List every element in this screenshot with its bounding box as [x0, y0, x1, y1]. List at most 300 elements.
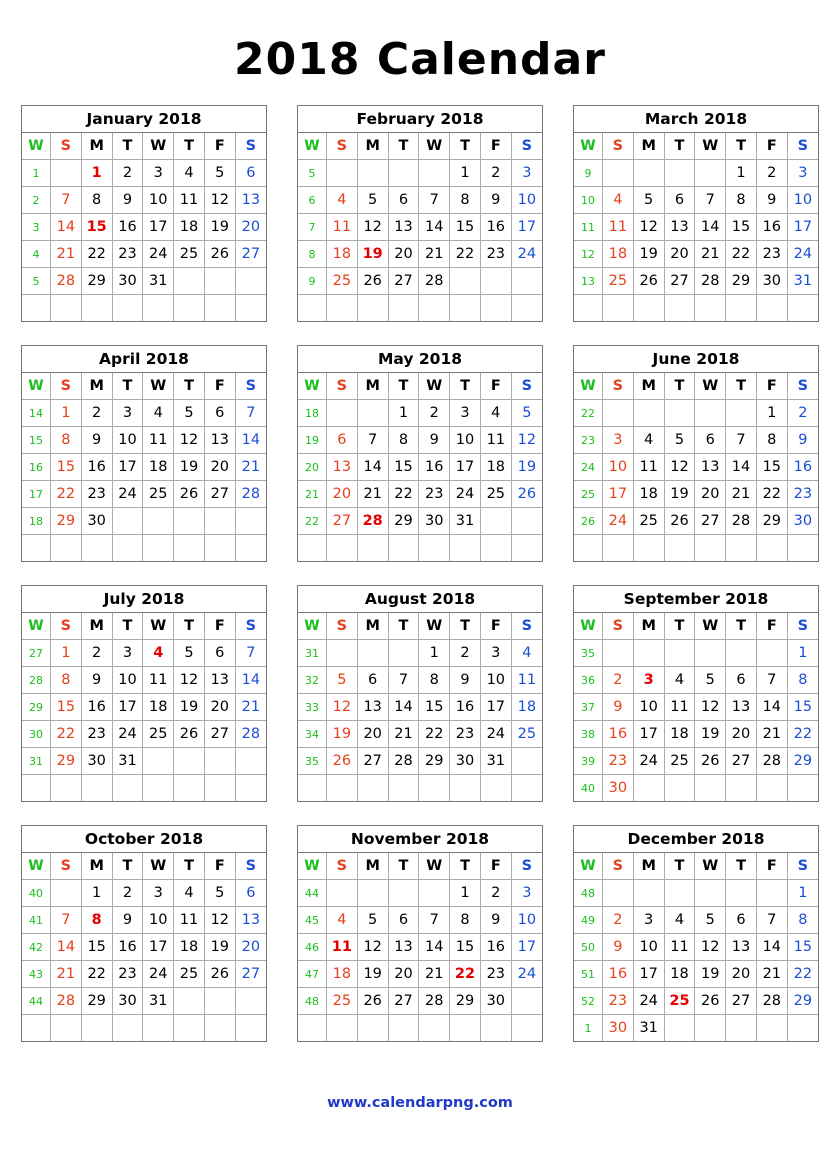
- day-cell: 7: [235, 640, 266, 667]
- day-cell: [357, 400, 388, 427]
- day-cell: 29: [450, 988, 481, 1015]
- weekday-header-row: [22, 133, 266, 160]
- month-calendar: [573, 105, 819, 322]
- day-cell: [51, 1015, 82, 1042]
- day-cell: 13: [327, 454, 358, 481]
- week-number-cell: 46: [298, 934, 327, 961]
- day-cell: 9: [787, 427, 818, 454]
- day-cell: [143, 295, 174, 322]
- day-cell: 24: [112, 721, 143, 748]
- day-cell: [204, 535, 235, 562]
- day-cell: 23: [756, 241, 787, 268]
- week-number-cell: 43: [22, 961, 51, 988]
- day-cell: 25: [143, 721, 174, 748]
- day-cell: 26: [204, 241, 235, 268]
- day-cell: [327, 295, 358, 322]
- week-number-cell: 37: [574, 694, 603, 721]
- week-number-cell: 14: [22, 400, 51, 427]
- day-cell: 20: [235, 214, 266, 241]
- day-cell: 3: [511, 160, 542, 187]
- weekday-header: T: [388, 853, 419, 880]
- month-calendar: [573, 585, 819, 802]
- month-grid: [22, 373, 266, 561]
- day-cell: 17: [480, 694, 511, 721]
- day-cell: 11: [143, 667, 174, 694]
- day-cell: [112, 775, 143, 802]
- day-cell: 27: [204, 481, 235, 508]
- week-row: [298, 748, 542, 775]
- day-cell: 23: [81, 721, 112, 748]
- day-cell: [633, 640, 664, 667]
- day-cell: 2: [81, 640, 112, 667]
- week-number-cell: 9: [298, 268, 327, 295]
- month-title: July 2018: [22, 586, 266, 613]
- day-cell: 12: [204, 907, 235, 934]
- day-cell: 11: [664, 694, 695, 721]
- day-cell: [603, 640, 634, 667]
- day-cell: 2: [112, 160, 143, 187]
- day-cell: 25: [603, 268, 634, 295]
- day-cell: 4: [664, 907, 695, 934]
- day-cell: 8: [450, 907, 481, 934]
- week-number-cell: 29: [22, 694, 51, 721]
- week-row: [298, 454, 542, 481]
- day-cell: 18: [327, 241, 358, 268]
- day-cell: 18: [327, 961, 358, 988]
- day-cell: [695, 295, 726, 322]
- day-cell: 14: [419, 934, 450, 961]
- day-cell: [511, 508, 542, 535]
- week-row: [574, 961, 818, 988]
- week-number-cell: 16: [22, 454, 51, 481]
- day-cell: [112, 535, 143, 562]
- week-row: [298, 640, 542, 667]
- day-cell: 8: [726, 187, 757, 214]
- day-cell: [204, 988, 235, 1015]
- day-cell: 13: [388, 214, 419, 241]
- week-row: [574, 214, 818, 241]
- month-grid: [22, 613, 266, 801]
- week-number-cell: [298, 535, 327, 562]
- day-cell: 14: [51, 214, 82, 241]
- day-cell: 9: [419, 427, 450, 454]
- day-cell: [756, 295, 787, 322]
- day-cell: 2: [419, 400, 450, 427]
- day-cell: 5: [204, 160, 235, 187]
- day-cell: 18: [633, 481, 664, 508]
- day-cell: [450, 295, 481, 322]
- day-cell: 6: [388, 187, 419, 214]
- day-cell: 14: [756, 694, 787, 721]
- day-cell: [388, 295, 419, 322]
- day-cell: [81, 535, 112, 562]
- day-cell: 18: [480, 454, 511, 481]
- day-cell: 1: [51, 400, 82, 427]
- weekday-header-row: [574, 373, 818, 400]
- day-cell: 22: [787, 721, 818, 748]
- weekday-header: S: [51, 853, 82, 880]
- day-cell: 11: [327, 934, 358, 961]
- day-cell: 17: [112, 694, 143, 721]
- day-cell: 28: [726, 508, 757, 535]
- day-cell: 20: [235, 934, 266, 961]
- day-cell: 13: [726, 934, 757, 961]
- day-cell: 14: [388, 694, 419, 721]
- weekday-header: M: [633, 613, 664, 640]
- month-grid: [574, 373, 818, 561]
- week-row: [574, 934, 818, 961]
- day-cell: 5: [511, 400, 542, 427]
- day-cell: [726, 775, 757, 802]
- day-cell: 21: [756, 721, 787, 748]
- day-cell: 31: [112, 748, 143, 775]
- day-cell: 26: [511, 481, 542, 508]
- weekday-header: F: [204, 373, 235, 400]
- day-cell: 18: [143, 694, 174, 721]
- day-cell: [480, 1015, 511, 1042]
- weekday-header: M: [633, 373, 664, 400]
- day-cell: 21: [695, 241, 726, 268]
- week-number-cell: 52: [574, 988, 603, 1015]
- day-cell: [664, 640, 695, 667]
- day-cell: 29: [756, 508, 787, 535]
- day-cell: 9: [112, 187, 143, 214]
- day-cell: [204, 1015, 235, 1042]
- day-cell: [756, 775, 787, 802]
- week-number-cell: 33: [298, 694, 327, 721]
- week-number-cell: 45: [298, 907, 327, 934]
- day-cell: 3: [480, 640, 511, 667]
- week-number-cell: 18: [22, 508, 51, 535]
- week-number-header: W: [22, 133, 51, 160]
- day-cell: 16: [480, 214, 511, 241]
- day-cell: 12: [327, 694, 358, 721]
- day-cell: 7: [51, 907, 82, 934]
- day-cell: 13: [204, 667, 235, 694]
- week-number-cell: [22, 295, 51, 322]
- day-cell: 17: [143, 934, 174, 961]
- weekday-header: S: [787, 853, 818, 880]
- day-cell: 25: [174, 961, 205, 988]
- day-cell: 29: [787, 748, 818, 775]
- day-cell: 27: [388, 988, 419, 1015]
- day-cell: 20: [327, 481, 358, 508]
- day-cell: 15: [51, 454, 82, 481]
- day-cell: 24: [143, 241, 174, 268]
- week-number-cell: 48: [574, 880, 603, 907]
- day-cell: 15: [726, 214, 757, 241]
- day-cell: [174, 508, 205, 535]
- day-cell: 27: [204, 721, 235, 748]
- day-cell: 21: [235, 454, 266, 481]
- day-cell: 10: [511, 187, 542, 214]
- day-cell: 24: [450, 481, 481, 508]
- day-cell: [695, 160, 726, 187]
- week-row: [298, 400, 542, 427]
- day-cell: 15: [51, 694, 82, 721]
- day-cell: [480, 775, 511, 802]
- week-row: [298, 241, 542, 268]
- day-cell: 20: [204, 694, 235, 721]
- month-title: February 2018: [298, 106, 542, 133]
- day-cell: 27: [695, 508, 726, 535]
- day-cell: [388, 775, 419, 802]
- day-cell: 1: [726, 160, 757, 187]
- day-cell: 24: [112, 481, 143, 508]
- weekday-header: T: [664, 373, 695, 400]
- weekday-header: T: [726, 133, 757, 160]
- day-cell: [112, 1015, 143, 1042]
- week-number-cell: 41: [22, 907, 51, 934]
- week-row: [22, 988, 266, 1015]
- day-cell: 9: [603, 934, 634, 961]
- day-cell: [388, 1015, 419, 1042]
- week-number-cell: 22: [574, 400, 603, 427]
- day-cell: 21: [235, 694, 266, 721]
- week-number-cell: [574, 535, 603, 562]
- day-cell: 18: [511, 694, 542, 721]
- day-cell: 21: [756, 961, 787, 988]
- day-cell: 10: [603, 454, 634, 481]
- day-cell: 1: [450, 880, 481, 907]
- weekday-header: W: [695, 853, 726, 880]
- day-cell: [235, 295, 266, 322]
- day-cell: 1: [787, 640, 818, 667]
- weekday-header: S: [235, 373, 266, 400]
- day-cell: 15: [388, 454, 419, 481]
- day-cell: 30: [756, 268, 787, 295]
- weekday-header: S: [511, 853, 542, 880]
- weekday-header: T: [174, 373, 205, 400]
- week-number-cell: [298, 775, 327, 802]
- day-cell: 30: [81, 508, 112, 535]
- day-cell: 27: [726, 748, 757, 775]
- footer-website[interactable]: www.calendarpng.com: [327, 1095, 513, 1111]
- week-row: [22, 241, 266, 268]
- day-cell: [174, 988, 205, 1015]
- day-cell: [695, 775, 726, 802]
- week-row: [22, 1015, 266, 1042]
- weekday-header: S: [327, 133, 358, 160]
- day-cell: 15: [787, 934, 818, 961]
- day-cell: 16: [112, 214, 143, 241]
- week-row: [298, 268, 542, 295]
- day-cell: 6: [327, 427, 358, 454]
- day-cell: [81, 1015, 112, 1042]
- day-cell: 25: [143, 481, 174, 508]
- day-cell: 19: [695, 961, 726, 988]
- day-cell: [511, 748, 542, 775]
- day-cell: 3: [112, 640, 143, 667]
- day-cell: [664, 400, 695, 427]
- day-cell: 24: [633, 988, 664, 1015]
- day-cell: 31: [633, 1015, 664, 1042]
- day-cell: 21: [388, 721, 419, 748]
- day-cell: 24: [633, 748, 664, 775]
- day-cell: [787, 775, 818, 802]
- page-title: 2018 Calendar: [234, 34, 606, 85]
- day-cell: 11: [664, 934, 695, 961]
- day-cell: [664, 880, 695, 907]
- day-cell: 23: [480, 241, 511, 268]
- day-cell: 29: [787, 988, 818, 1015]
- day-cell: 5: [174, 640, 205, 667]
- day-cell: 29: [81, 268, 112, 295]
- day-cell: 20: [357, 721, 388, 748]
- day-cell: [633, 775, 664, 802]
- day-cell: 17: [112, 454, 143, 481]
- day-cell: 22: [388, 481, 419, 508]
- weekday-header: T: [112, 853, 143, 880]
- day-cell: 27: [664, 268, 695, 295]
- month-grid: [574, 853, 818, 1041]
- day-cell: 28: [756, 748, 787, 775]
- month-calendar: [21, 105, 267, 322]
- day-cell: [327, 640, 358, 667]
- week-number-cell: 2: [22, 187, 51, 214]
- week-row: [22, 907, 266, 934]
- day-cell: 22: [51, 721, 82, 748]
- day-cell: [388, 880, 419, 907]
- day-cell: 15: [450, 214, 481, 241]
- weekday-header: M: [633, 133, 664, 160]
- week-number-cell: 22: [298, 508, 327, 535]
- day-cell: [174, 1015, 205, 1042]
- day-cell: 16: [603, 961, 634, 988]
- weekday-header: S: [51, 613, 82, 640]
- day-cell: [327, 160, 358, 187]
- day-cell: 6: [235, 160, 266, 187]
- day-cell: 1: [81, 880, 112, 907]
- week-number-cell: 17: [22, 481, 51, 508]
- week-row: [22, 934, 266, 961]
- day-cell: 13: [235, 187, 266, 214]
- weekday-header: W: [143, 613, 174, 640]
- day-cell: 2: [603, 667, 634, 694]
- day-cell: 19: [511, 454, 542, 481]
- day-cell: 8: [51, 667, 82, 694]
- weekday-header-row: [298, 853, 542, 880]
- week-row: [574, 241, 818, 268]
- day-cell: 14: [51, 934, 82, 961]
- day-cell: [143, 748, 174, 775]
- day-cell: 26: [633, 268, 664, 295]
- month-calendar: [297, 825, 543, 1042]
- weekday-header: F: [204, 853, 235, 880]
- day-cell: 25: [511, 721, 542, 748]
- day-cell: 3: [787, 160, 818, 187]
- day-cell: [419, 535, 450, 562]
- day-cell: 12: [695, 934, 726, 961]
- weekday-header: M: [357, 853, 388, 880]
- day-cell: 13: [235, 907, 266, 934]
- week-row: [298, 481, 542, 508]
- day-cell: 14: [756, 934, 787, 961]
- day-cell: 7: [419, 907, 450, 934]
- day-cell: 17: [787, 214, 818, 241]
- day-cell: [633, 400, 664, 427]
- day-cell: 10: [143, 907, 174, 934]
- weekday-header: T: [450, 613, 481, 640]
- day-cell: [726, 880, 757, 907]
- day-cell: [756, 535, 787, 562]
- day-cell: 22: [756, 481, 787, 508]
- day-cell: 21: [51, 241, 82, 268]
- week-number-cell: 44: [22, 988, 51, 1015]
- week-number-cell: 49: [574, 907, 603, 934]
- week-row: [574, 400, 818, 427]
- day-cell: 19: [204, 214, 235, 241]
- day-cell: 18: [174, 214, 205, 241]
- day-cell: 5: [357, 187, 388, 214]
- day-cell: 17: [143, 214, 174, 241]
- day-cell: 4: [327, 907, 358, 934]
- weekday-header: M: [81, 613, 112, 640]
- day-cell: 10: [480, 667, 511, 694]
- day-cell: [174, 748, 205, 775]
- day-cell: 5: [204, 880, 235, 907]
- day-cell: 28: [756, 988, 787, 1015]
- day-cell: [327, 775, 358, 802]
- day-cell: [695, 400, 726, 427]
- weekday-header-row: [298, 133, 542, 160]
- day-cell: 27: [726, 988, 757, 1015]
- day-cell: 19: [327, 721, 358, 748]
- day-cell: [511, 295, 542, 322]
- week-row: [298, 988, 542, 1015]
- day-cell: 12: [633, 214, 664, 241]
- week-number-header: W: [574, 853, 603, 880]
- week-number-cell: 8: [298, 241, 327, 268]
- day-cell: 28: [51, 988, 82, 1015]
- day-cell: 13: [357, 694, 388, 721]
- week-number-cell: 26: [574, 508, 603, 535]
- day-cell: [633, 160, 664, 187]
- day-cell: [235, 1015, 266, 1042]
- week-number-cell: 21: [298, 481, 327, 508]
- week-number-cell: 12: [574, 241, 603, 268]
- day-cell: 2: [787, 400, 818, 427]
- day-cell: 3: [143, 880, 174, 907]
- day-cell: [480, 508, 511, 535]
- day-cell: 29: [51, 508, 82, 535]
- day-cell: 26: [357, 268, 388, 295]
- week-row: [22, 268, 266, 295]
- month-calendar: [573, 825, 819, 1042]
- week-row: [22, 721, 266, 748]
- day-cell: [51, 880, 82, 907]
- day-cell: 23: [603, 748, 634, 775]
- day-cell: 11: [633, 454, 664, 481]
- week-row: [22, 295, 266, 322]
- day-cell: 22: [81, 961, 112, 988]
- day-cell: 28: [419, 268, 450, 295]
- day-cell: 31: [450, 508, 481, 535]
- weekday-header: T: [112, 133, 143, 160]
- day-cell: 12: [695, 694, 726, 721]
- day-cell: [204, 268, 235, 295]
- weekday-header: W: [695, 133, 726, 160]
- month-title: April 2018: [22, 346, 266, 373]
- week-row: [22, 508, 266, 535]
- day-cell: 29: [419, 748, 450, 775]
- weekday-header: S: [511, 133, 542, 160]
- day-cell: 10: [787, 187, 818, 214]
- day-cell: 17: [633, 961, 664, 988]
- month-grid: [298, 853, 542, 1041]
- month-title: January 2018: [22, 106, 266, 133]
- day-cell: 6: [235, 880, 266, 907]
